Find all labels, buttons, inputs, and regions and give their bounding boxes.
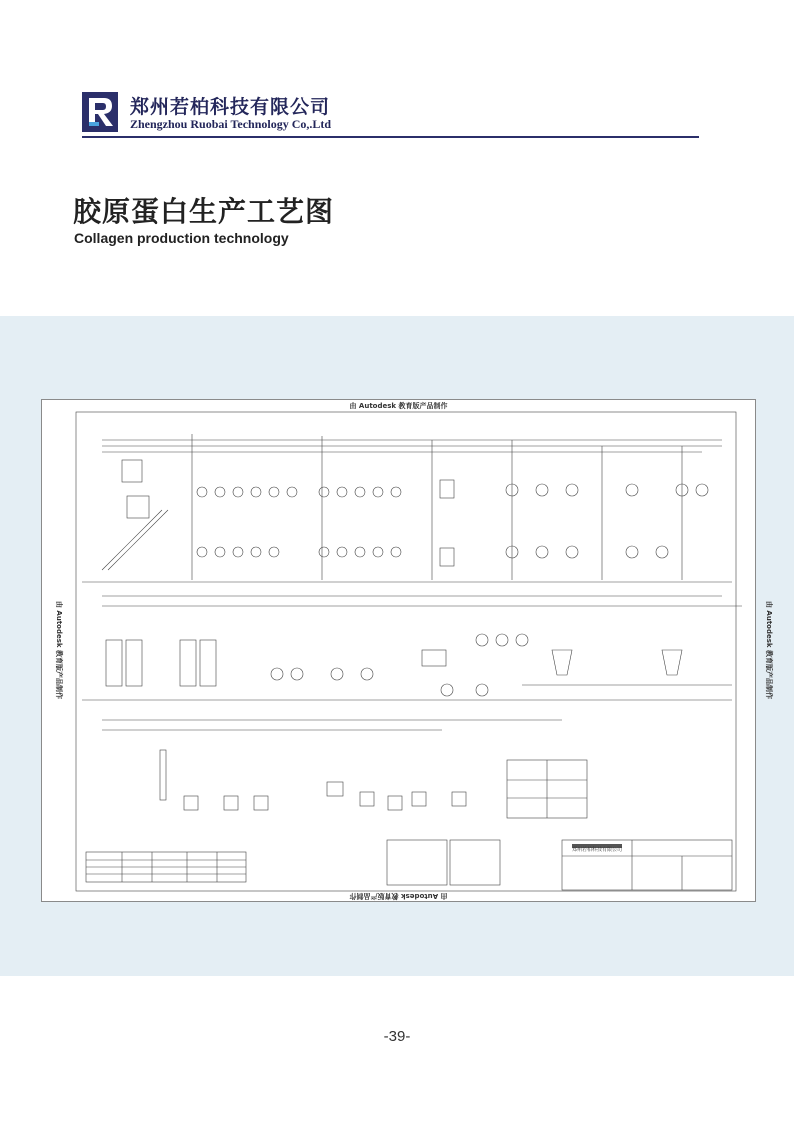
drawing-watermark-right: 由 Autodesk 教育版产品制作	[765, 600, 774, 700]
page-number: -39-	[383, 1028, 411, 1045]
company-name-en: Zhengzhou Ruobai Technology Co,.Ltd	[130, 117, 332, 131]
drawing-watermark-bottom: 由 Autodesk 教育版产品制作	[349, 892, 448, 900]
page-title-en: Collagen production technology	[74, 230, 289, 246]
page-title-cn: 胶原蛋白生产工艺图	[73, 195, 335, 228]
process-diagram-svg	[42, 400, 755, 901]
drawing-watermark-top: 由 Autodesk 教育版产品制作	[349, 402, 448, 410]
company-header	[82, 92, 699, 140]
drawing-watermark-left: 由 Autodesk 教育版产品制作	[55, 600, 64, 700]
process-flow-drawing	[41, 399, 774, 902]
title-block-company: 郑州若柏科技有限公司	[572, 847, 623, 853]
header-divider	[82, 136, 699, 138]
company-name-cn: 郑州若柏科技有限公司	[130, 96, 331, 118]
ruobai-logo-icon	[82, 92, 118, 132]
